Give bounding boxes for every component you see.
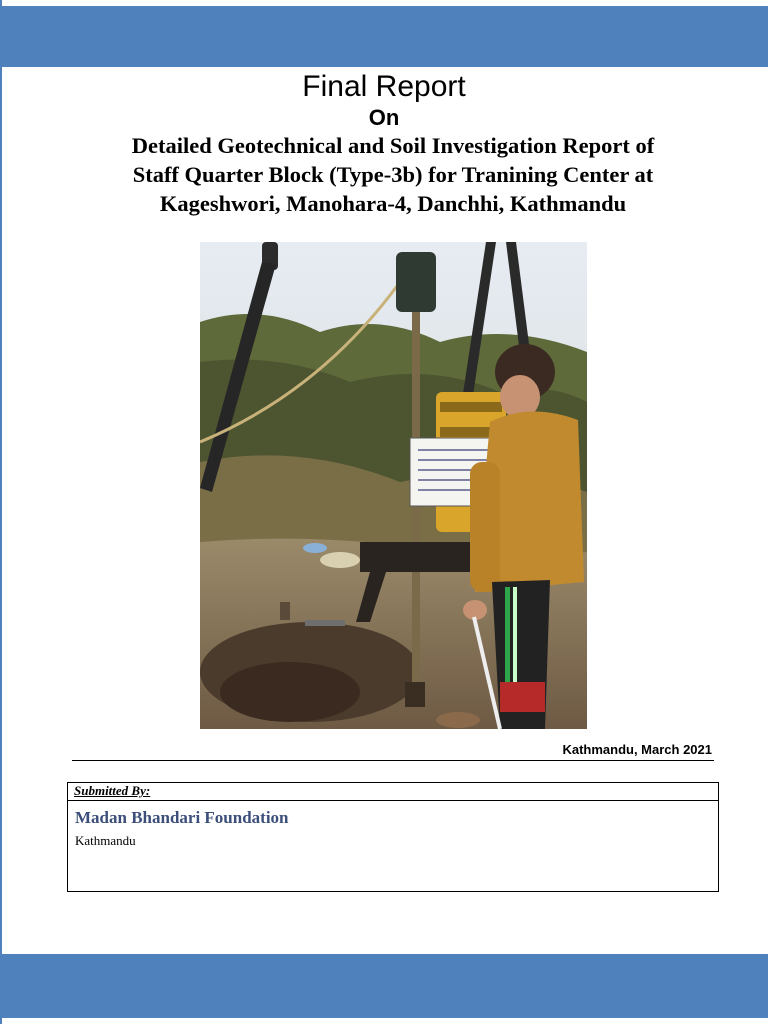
submitted-by-label: Submitted By: <box>68 783 718 801</box>
report-heading <box>60 131 726 218</box>
location-date: Kathmandu, March 2021 <box>562 742 712 757</box>
submission-box <box>67 782 719 892</box>
report-subtitle: On <box>368 105 400 130</box>
heading-line-3: Kageshwori, Manohara-4, Danchhi, Kathmandu <box>159 191 627 216</box>
footer-band <box>2 954 768 1018</box>
divider-line <box>72 760 714 761</box>
organization-city: Kathmandu <box>75 833 136 848</box>
heading-line-1: Detailed Geotechnical and Soil Investigation Report of <box>131 133 655 158</box>
header-band <box>2 6 768 67</box>
page-left-border <box>0 0 2 1024</box>
organization-name: Madan Bhandari Foundation <box>75 808 289 827</box>
heading-line-2: Staff Quarter Block (Type-3b) for Tranining Center at <box>132 162 654 187</box>
report-title: Final Report <box>302 70 466 103</box>
drilling-site-photo <box>200 242 587 729</box>
